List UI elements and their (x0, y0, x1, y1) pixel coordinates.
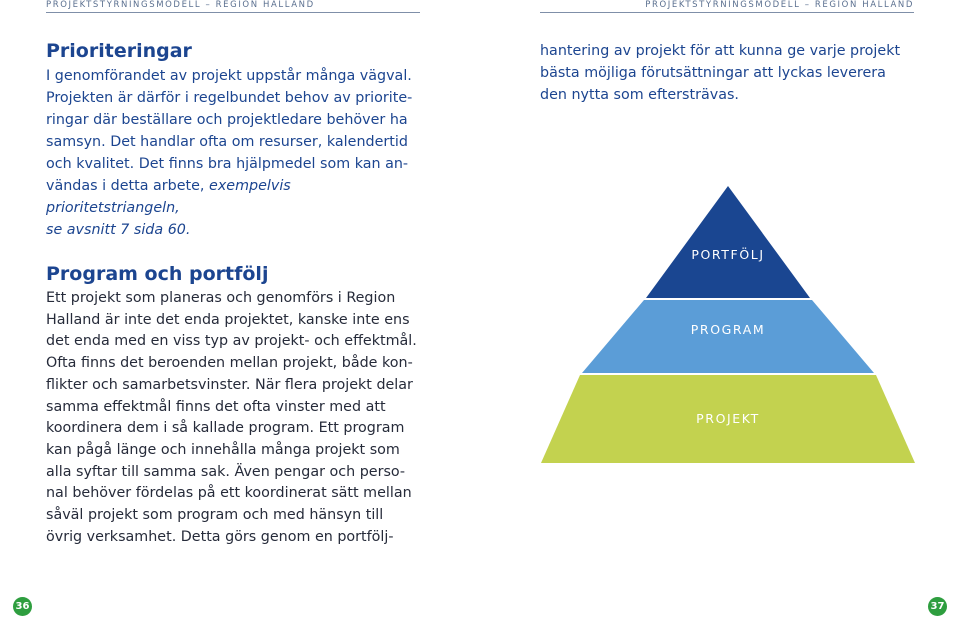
section-body-prioriteringar (46, 65, 424, 241)
body-line: det enda med en viss typ av projekt- och effektmål. (46, 333, 417, 350)
body-line: Halland är inte det enda projektet, kanske inte ens (46, 311, 410, 328)
body-line: flikter och samarbetsvinster. När flera projekt delar (46, 376, 413, 393)
body-line: övrig verksamhet. Detta görs genom en portfölj- (46, 528, 394, 545)
running-header-left: PROJEKTSTYRNINGSMODELL – REGION HALLAND (46, 0, 315, 10)
pyramid-label-portfolj: PORTFÖLJ (691, 247, 765, 262)
body-line: Projekten är därför i regelbundet behov av priorite- (46, 90, 413, 106)
body-line: hantering av projekt för att kunna ge varje projekt (540, 43, 901, 59)
body-line-italic: exempelvis prioritetstriangeln, (46, 178, 291, 216)
body-line: Ett projekt som planeras och genomförs i Region (46, 290, 396, 306)
section-heading-program-och-portfolj: Program och portfölj (46, 263, 269, 285)
body-line: den nytta som eftersträvas. (540, 87, 739, 103)
header-rule-right (540, 12, 914, 13)
pyramid-level-portfolj (646, 186, 810, 298)
body-line: och kvalitet. Det finns bra hjälpmedel som kan an- (46, 156, 409, 172)
body-line: samma effektmål finns det ofta vinster med att (46, 398, 386, 415)
body-line: nal behöver fördelas på ett koordinerat sätt mellan (46, 485, 412, 502)
section-body-program-och-portfolj (46, 288, 424, 548)
pyramid-label-projekt: PROJEKT (696, 411, 760, 426)
header-rule-left (46, 12, 420, 13)
pyramid-label-program: PROGRAM (690, 322, 766, 337)
page-number-right: 37 (928, 597, 947, 616)
body-line: koordinera dem i så kallade program. Ett program (46, 420, 405, 437)
portfolio-pyramid (540, 186, 916, 464)
body-line (46, 175, 424, 219)
right-column (540, 40, 918, 106)
body-line-text: vändas i detta arbete, (46, 178, 210, 194)
body-line: alla syftar till samma sak. Även pengar och perso- (46, 463, 406, 480)
left-column (46, 40, 424, 548)
body-line-italic: se avsnitt 7 sida 60. (46, 222, 191, 238)
body-line: bästa möjliga förutsättningar att lyckas leverera (540, 65, 886, 81)
body-line: I genomförandet av projekt uppstår många vägval. (46, 68, 412, 84)
section-heading-prioriteringar: Prioriteringar (46, 40, 192, 62)
body-line: Ofta finns det beroenden mellan projekt, både kon- (46, 355, 413, 372)
page-number-left: 36 (13, 597, 32, 616)
body-line: kan pågå länge och innehålla många projekt som (46, 441, 400, 458)
body-line: såväl projekt som program och med hänsyn till (46, 507, 384, 524)
body-line: ringar där beställare och projektledare behöver ha (46, 112, 408, 128)
body-line: samsyn. Det handlar ofta om resurser, kalendertid (46, 134, 408, 150)
running-header-right: PROJEKTSTYRNINGSMODELL – REGION HALLAND (645, 0, 914, 10)
